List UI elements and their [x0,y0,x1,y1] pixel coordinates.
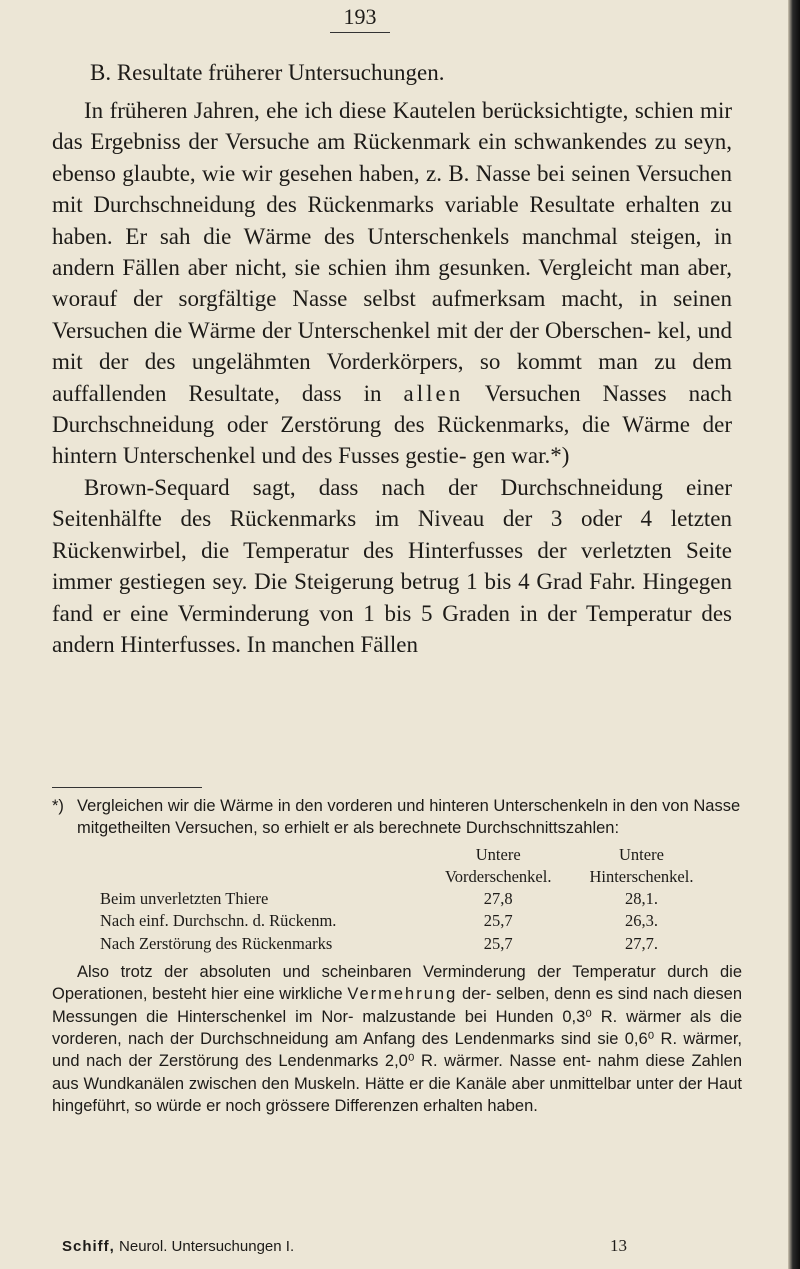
table-header-hind: Untere Hinterschenkel. [589,844,694,886]
footnote-note-part-1: Also trotz der absoluten und scheinbaren Verminderung der Temperatur durch die Operationen, besteht hier eine wirkliche [52,963,742,1004]
footnote-intro-text: Vergleichen wir die Wärme in den vorderen und hinteren Unterschenkeln in den von Nasse mitgetheilten Versuchen, so erhielt er als berechnete Durchschnittszahlen: [77,797,741,838]
paragraph-2: Brown-Sequard sagt, dass nach der Durchschneidung einer Seitenhälfte des Rückenmarks im Niveau der 3 oder 4 letzten Rückenwirbel, die Temperatur des Hinterfusses der verletzten Seite immer gestiegen sey. Die Steigerung betrug 1 bis 4 Grad Fahr. Hingegen fand er eine Verminderung von 1 bis 5 Graden in der Temperatur des andern Hinterfusses. In manchen Fällen [52,474,732,657]
footnote [52,795,742,1117]
sheet-number: 13 [610,1236,627,1255]
main-text [52,95,732,660]
paragraph-1-part-2: Versuchen Nasses nach Durchschneidung oder Zerstörung des Rückenmarks, die Wärme der hintern Unterschenkel und des Fusses gestie- gen war.*) [52,380,733,469]
paragraph-1 [52,95,732,472]
footnote-note-part-2: der- selben, denn es sind nach diesen Messungen die Hinterschenkel im Nor- malzustande bei Hunden 0,3⁰ R. wärmer als die vorderen, nach der Durchschneidung am Anfang des Lendenmarks sind sie 0,6⁰ R. wärmer, und nach der Zerstörung des Lendenmarks 2,0⁰ R. wärmer. Nasse ent- nahm diese Zahlen aus Wundkanälen zwischen den Muskeln. Hätte er die Kanäle aber unmittelbar unter der Haut hingeführt, so würde er noch grössere Differenzen erhalten haben. [52,985,742,1115]
paragraph-1-part-1: In früheren Jahren, ehe ich diese Kautelen berücksichtigte, schien mir das Ergebniss der Versuche am Rückenmark ein schwankendes zu seyn, ebenso glaubte, wie wir gesehen haben, z. B. Nasse bei seinen Versuchen mit Durchschneidung des Rückenmarks variable Resultate erhalten zu haben. Er sah die Wärme des Unterschenkels manchmal steigen, in andern Fällen aber nicht, sie schien ihm gesunken. Vergleicht man aber, worauf der sorgfältige Nasse selbst aufmerksam macht, in seinen Versuchen die Wärme der Unterschenkel mit der der Oberschen- kel, und mit der des ungelähmten Vorderkörpers, so kommt man zu dem auffallenden Resultate, dass in [52,98,732,406]
emphasized-word: allen [403,380,464,406]
row-fore: 25,7 [483,911,513,931]
footnote-emphasized-word: Vermehrung [347,985,458,1004]
page-number: 193 [330,4,390,33]
temperature-table [100,844,731,955]
row-label: Nach einf. Durchschn. d. Rückenm. [100,911,337,931]
row-hind: 26,3. [624,911,658,931]
section-heading: B. Resultate früherer Untersuchungen. [90,60,445,85]
table-row [100,910,731,932]
signature-work: Neurol. Untersuchungen I. [119,1238,295,1255]
row-fore: 25,7 [483,933,513,953]
table-row [100,888,731,910]
row-label: Nach Zerstörung des Rückenmarks [100,933,333,953]
signature-author: Schiff, [62,1238,115,1255]
row-fore: 27,8 [483,889,513,909]
table-row [100,933,731,955]
book-spine-edge [788,0,800,1269]
footnote-note [52,961,742,1117]
footnote-marker: *) [52,797,64,815]
signature-title [62,1238,294,1255]
row-label: Beim unverletzten Thiere [100,889,269,909]
footnote-rule [52,787,202,788]
row-hind: 28,1. [624,889,658,909]
row-hind: 27,7. [624,933,658,953]
footnote-intro [52,795,742,840]
table-header-empty [100,844,445,889]
table-header-fore: Untere Vorderschenkel. [445,844,552,886]
